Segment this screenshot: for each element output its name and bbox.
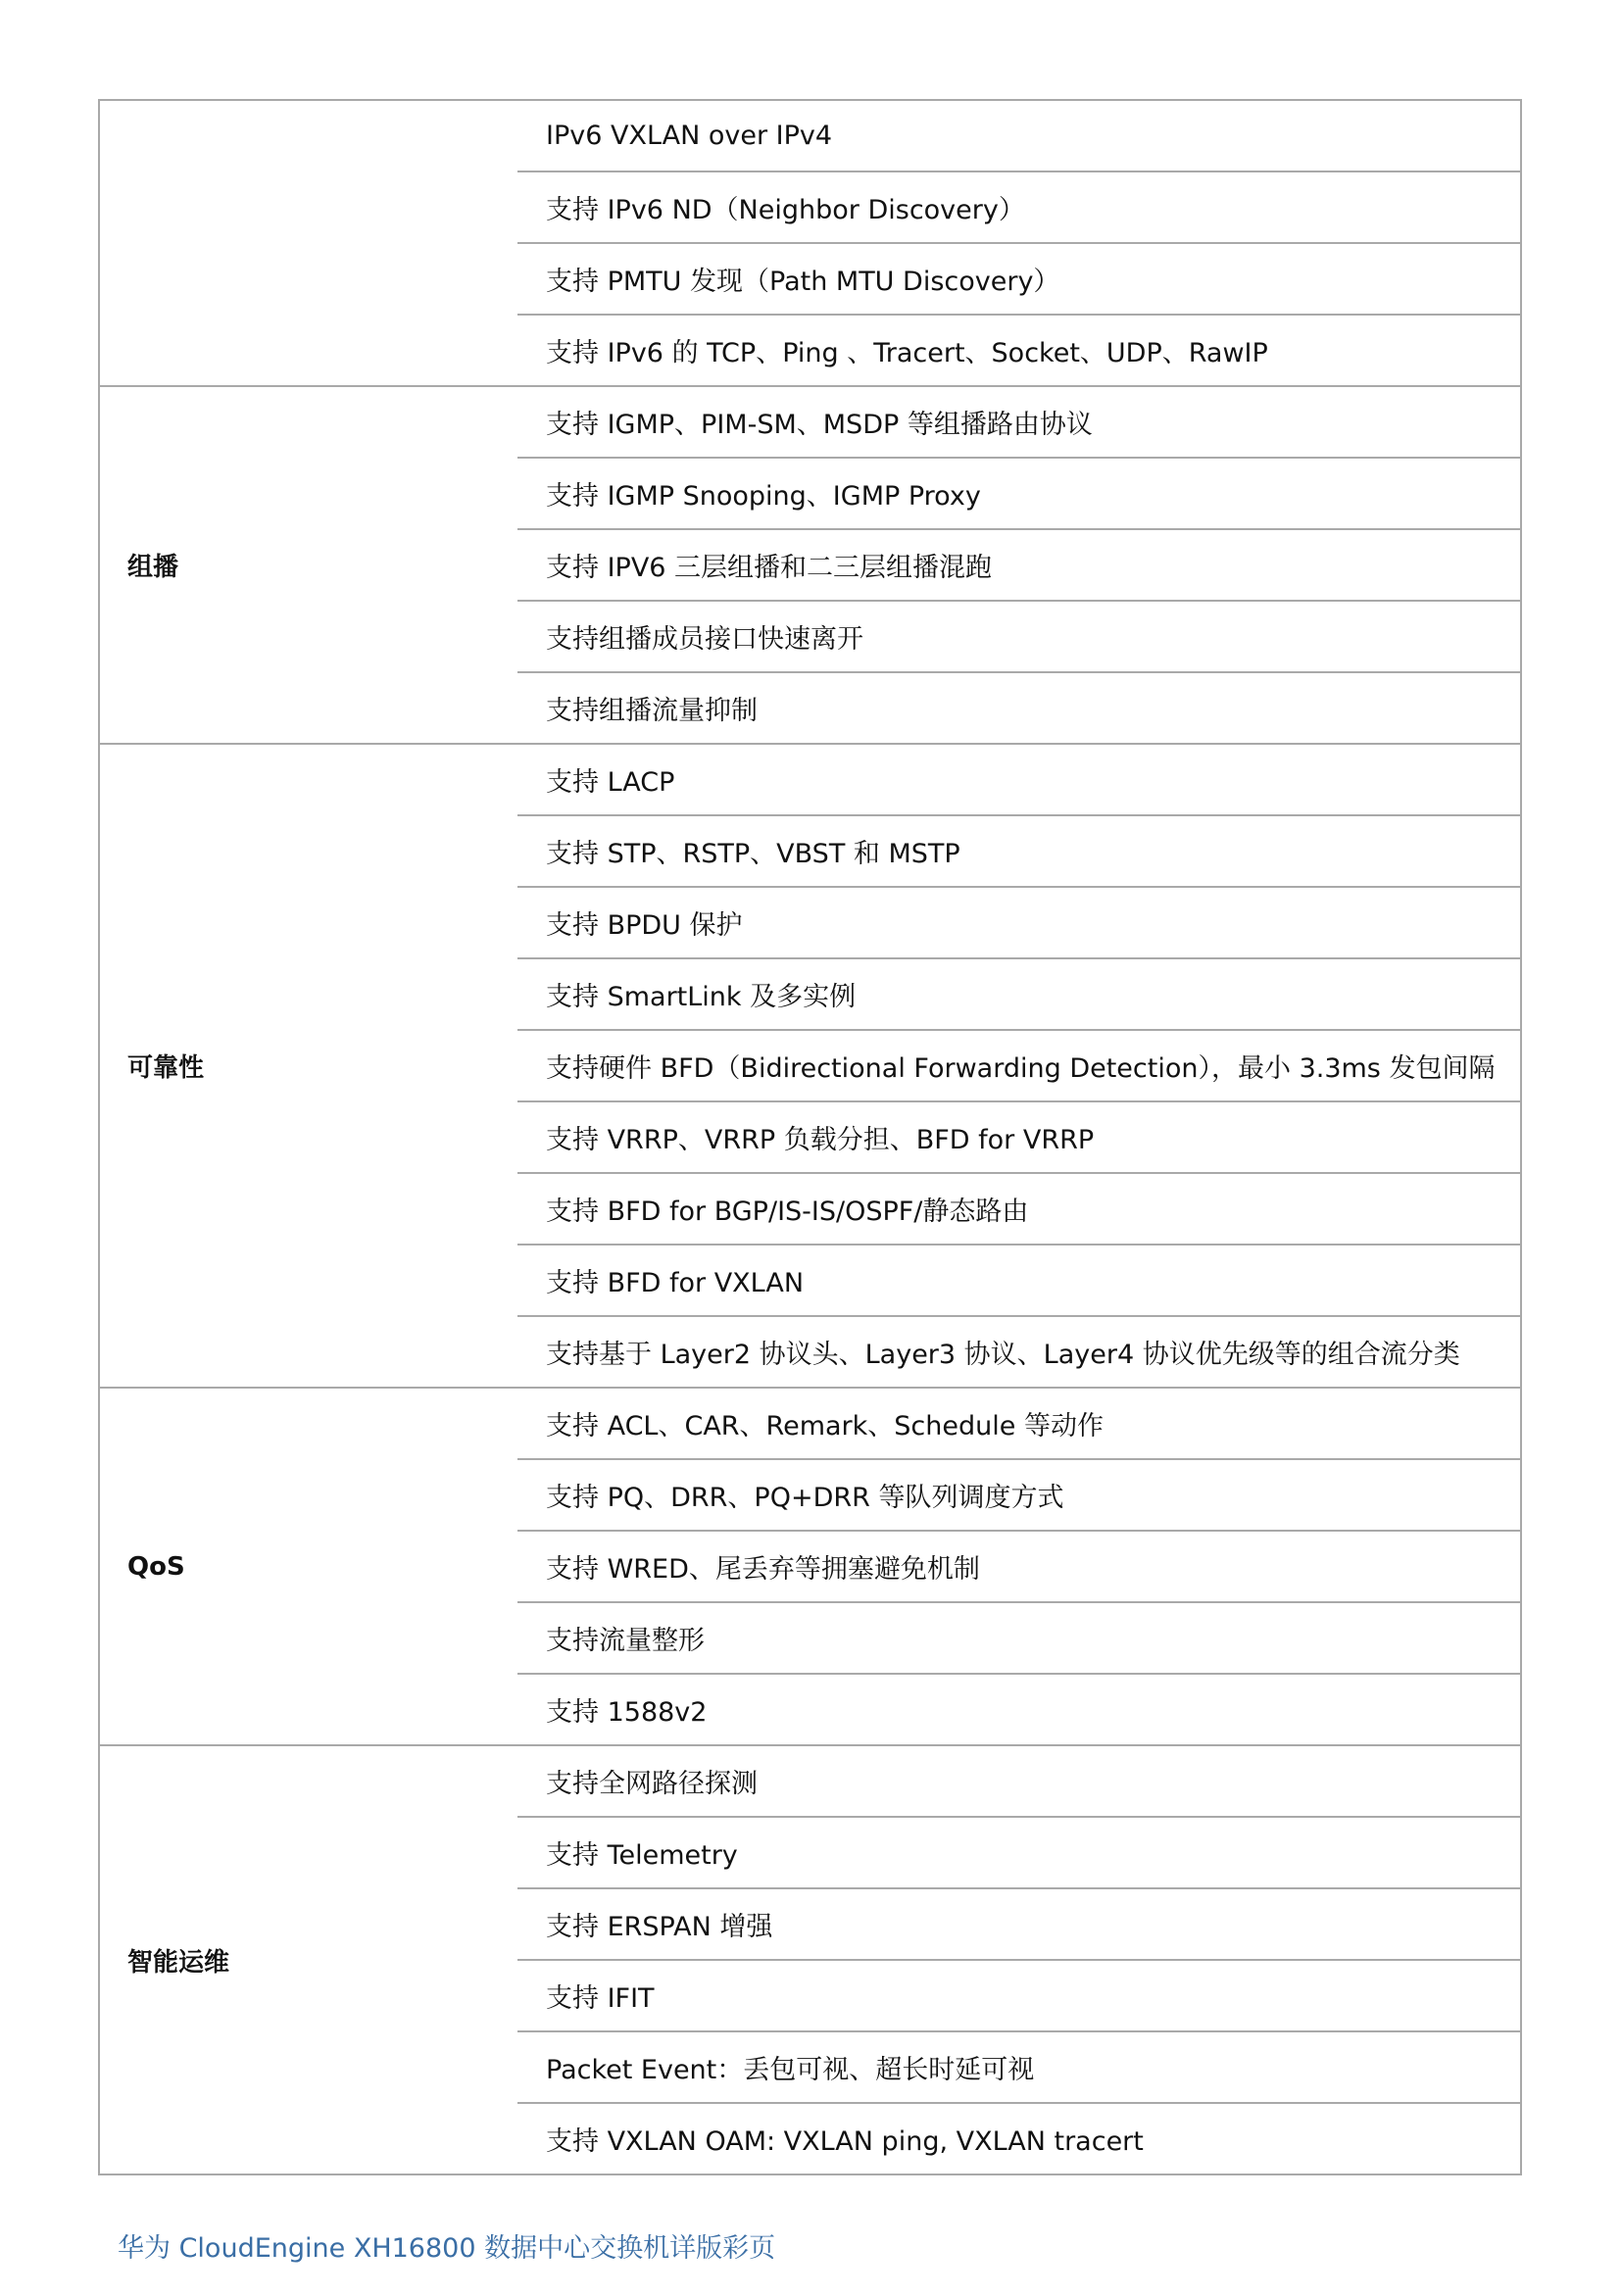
feature-item: 支持组播成员接口快速离开 bbox=[517, 600, 1520, 671]
feature-item: 支持 PMTU 发现（Path MTU Discovery） bbox=[517, 242, 1520, 314]
feature-item: 支持 IPv6 的 TCP、Ping 、Tracert、Socket、UDP、RawIP bbox=[517, 314, 1520, 385]
feature-item: 支持 ERSPAN 增强 bbox=[517, 1887, 1520, 1959]
feature-item: 支持 BFD for BGP/IS-IS/OSPF/静态路由 bbox=[517, 1172, 1520, 1244]
spec-group bbox=[100, 1387, 1520, 1744]
feature-item: 支持 VRRP、VRRP 负载分担、BFD for VRRP bbox=[517, 1100, 1520, 1172]
feature-item: IPv6 VXLAN over IPv4 bbox=[546, 121, 833, 151]
feature-item: 支持硬件 BFD（Bidirectional Forwarding Detection），最小 3.3ms 发包间隔 bbox=[517, 1029, 1520, 1100]
feature-item: 支持 LACP bbox=[546, 767, 675, 798]
category-cell bbox=[100, 101, 517, 385]
category-cell: QoS bbox=[127, 1551, 185, 1582]
feature-item: 支持基于 Layer2 协议头、Layer3 协议、Layer4 协议优先级等的组合流分类 bbox=[517, 1315, 1520, 1387]
feature-item: 支持流量整形 bbox=[517, 1601, 1520, 1673]
feature-item: 支持 IGMP Snooping、IGMP Proxy bbox=[517, 457, 1520, 528]
spec-group bbox=[100, 1744, 1520, 2174]
feature-item: 支持 BPDU 保护 bbox=[517, 886, 1520, 957]
feature-item: 支持 PQ、DRR、PQ+DRR 等队列调度方式 bbox=[517, 1458, 1520, 1530]
feature-list bbox=[517, 101, 1520, 385]
feature-item: 支持 Telemetry bbox=[517, 1816, 1520, 1887]
feature-item: 支持全网路径探测 bbox=[546, 1769, 758, 1799]
feature-item: 支持 ACL、CAR、Remark、Schedule 等动作 bbox=[546, 1411, 1104, 1441]
feature-item: 支持 WRED、尾丢弃等拥塞避免机制 bbox=[517, 1530, 1520, 1601]
feature-list bbox=[517, 1746, 1520, 2174]
feature-item: 支持 SmartLink 及多实例 bbox=[517, 957, 1520, 1029]
spec-group bbox=[100, 743, 1520, 1387]
category-cell: 可靠性 bbox=[127, 1053, 205, 1083]
feature-item: Packet Event：丢包可视、超长时延可视 bbox=[517, 2030, 1520, 2102]
feature-list bbox=[517, 1389, 1520, 1744]
feature-item: 支持 STP、RSTP、VBST 和 MSTP bbox=[517, 814, 1520, 886]
feature-item: 支持 IPV6 三层组播和二三层组播混跑 bbox=[517, 528, 1520, 600]
feature-item: 支持 IFIT bbox=[517, 1959, 1520, 2030]
feature-item: 支持组播流量抑制 bbox=[517, 671, 1520, 743]
feature-item: 支持 IPv6 ND（Neighbor Discovery） bbox=[517, 171, 1520, 242]
page-footer: 华为 CloudEngine XH16800 数据中心交换机详版彩页 bbox=[118, 2233, 776, 2264]
spec-table bbox=[98, 99, 1522, 2175]
feature-list bbox=[517, 745, 1520, 1387]
spec-group bbox=[100, 101, 1520, 385]
spec-group bbox=[100, 385, 1520, 743]
category-cell: 组播 bbox=[127, 553, 179, 582]
feature-item: 支持 VXLAN OAM: VXLAN ping, VXLAN tracert bbox=[517, 2102, 1520, 2174]
category-cell: 智能运维 bbox=[127, 1947, 230, 1978]
feature-item: 支持 1588v2 bbox=[517, 1673, 1520, 1744]
feature-list bbox=[517, 387, 1520, 743]
feature-item: 支持 BFD for VXLAN bbox=[517, 1244, 1520, 1315]
feature-item: 支持 IGMP、PIM-SM、MSDP 等组播路由协议 bbox=[546, 410, 1093, 440]
